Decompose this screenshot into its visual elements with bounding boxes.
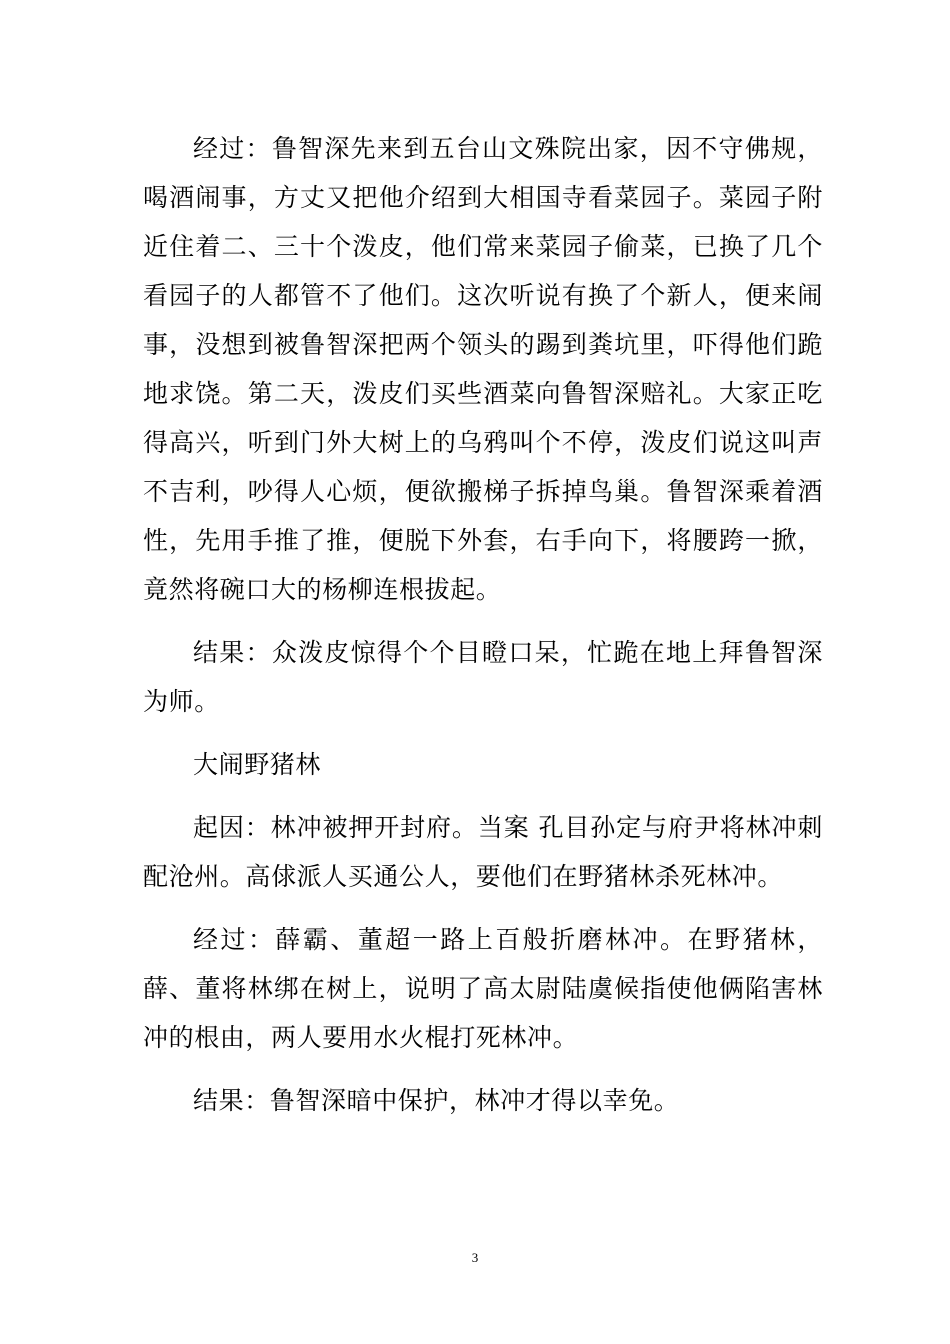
document-body: [143, 124, 823, 1125]
paragraph-cause-2: 起因：林冲被押开封府。当案 孔目孙定与府尹将林冲刺配沧州。高俅派人买通公人，要他们在野猪林杀死林冲。: [143, 813, 823, 891]
paragraph-result-2: 结果：鲁智深暗中保护，林冲才得以幸免。: [193, 1086, 680, 1115]
page-number: 3: [471, 1250, 479, 1265]
section-title: 大闹野猪林: [193, 750, 322, 779]
paragraph-process-1: 经过：鲁智深先来到五台山文殊院出家，因不守佛规，喝酒闹事，方丈又把他介绍到大相国寺看菜园子。菜园子附近住着二、三十个泼皮，他们常来菜园子偷菜，已换了几个看园子的人都管不了他们。这次听说有换了个新人，便来闹事，没想到被鲁智深把两个领头的踢到粪坑里，吓得他们跪地求饶。第二天，泼皮们买些酒菜向鲁智深赔礼。大家正吃得高兴，听到门外大树上的乌鸦叫个不停，泼皮们说这叫声不吉利，吵得人心烦，便欲搬梯子拆掉鸟巢。鲁智深乘着酒性，先用手推了推，便脱下外套，右手向下，将腰跨一掀，竟然将碗口大的杨柳连根拔起。: [143, 134, 823, 604]
paragraph-result-1: 结果：众泼皮惊得个个目瞪口呆，忙跪在地上拜鲁智深为师。: [143, 638, 823, 716]
paragraph-process-2: 经过：薛霸、董超一路上百般折磨林冲。在野猪林，薛、董将林绑在树上，说明了高太尉陆虞候指使他俩陷害林冲的根由，两人要用水火棍打死林冲。: [143, 925, 823, 1052]
